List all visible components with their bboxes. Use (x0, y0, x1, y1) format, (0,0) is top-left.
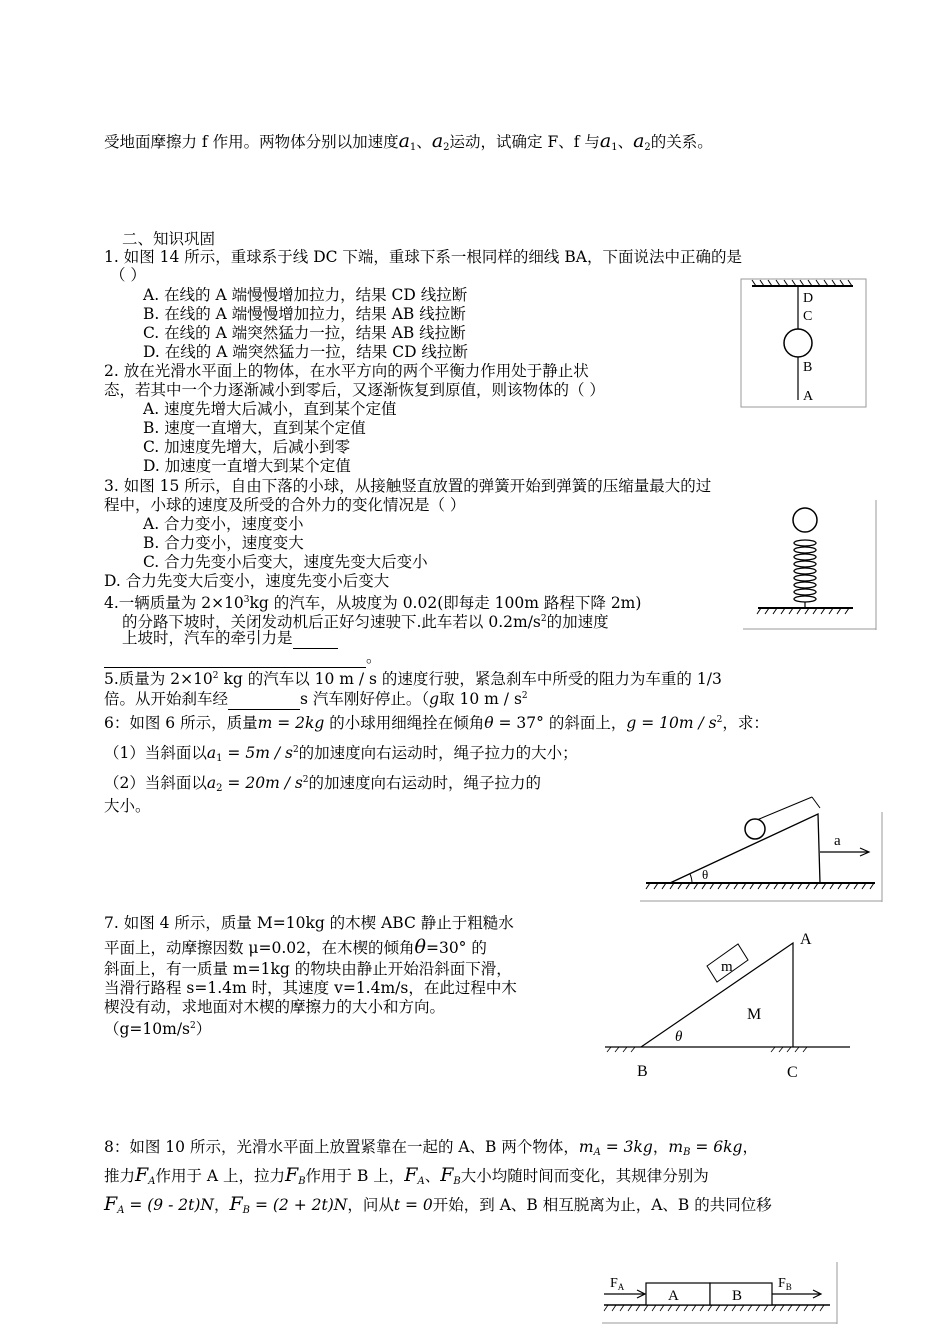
var-theta: θ (484, 714, 494, 732)
q8-text: 作用于 A 上，拉力 (155, 1167, 285, 1185)
label-b: B (803, 360, 813, 375)
q7-line2 (104, 938, 487, 958)
q6-part1 (104, 741, 578, 768)
label-b: B (732, 1288, 743, 1304)
superscript: 2 (190, 1021, 196, 1031)
q4-line3 (122, 629, 338, 649)
label-a: A (668, 1288, 679, 1304)
label-c: C (803, 309, 813, 324)
var-f: F (404, 1164, 418, 1186)
q6-text: 的加速度向右运动时，绳子拉力的 (308, 774, 542, 792)
answer-blank[interactable] (104, 648, 366, 668)
q6-accel1: = 5m / s (222, 744, 293, 762)
var-a1: a (398, 130, 410, 152)
var-g: g (626, 714, 637, 732)
var-a2: a (633, 130, 645, 152)
q2-option-d: D. 加速度一直增大到某个定值 (143, 457, 351, 475)
var-g: g (429, 690, 440, 708)
answer-blank[interactable] (228, 690, 300, 710)
q5-text: 取 10 m / s (439, 690, 522, 708)
q8-text: 大小均随时间而变化，其规律分别为 (460, 1167, 709, 1185)
q7-text: =30° 的 (425, 939, 487, 957)
q6-line1 (104, 711, 769, 733)
label-a: A (803, 389, 814, 404)
q5-text: 5.质量为 2×10 (104, 670, 213, 688)
var-t: t (393, 1196, 401, 1214)
q3-stem-line2: 程中，小球的速度及所受的合外力的变化情况是（ ） (104, 496, 466, 514)
subscript: A (417, 1176, 425, 1187)
q8-text: 8：如图 10 所示，光滑水平面上放置紧靠在一起的 A、B 两个物体， (104, 1138, 579, 1156)
q7-text: 平面上，动摩擦因数 μ=0.02，在木楔的倾角 (104, 939, 415, 957)
var-f: F (229, 1193, 243, 1215)
q6-gravity: = 10m / s (636, 714, 717, 732)
incline (670, 814, 820, 883)
q3-option-c: C. 合力先变小后变大，速度先变大后变小 (143, 553, 428, 571)
q6-text: 6：如图 6 所示，质量 (104, 714, 258, 732)
q7-text: ） (195, 1020, 212, 1038)
force-a-label: $F_A$ (610, 1276, 625, 1292)
force-b-label: $F_B$ (778, 1276, 792, 1292)
subscript: B (683, 1147, 691, 1158)
superscript: 2 (212, 671, 219, 681)
q3-option-d: D. 合力先变大后变小，速度先变小后变大 (104, 572, 390, 590)
var-a: a (206, 744, 217, 762)
subscript: 1 (611, 142, 618, 153)
q6-part2 (104, 771, 541, 798)
q6-text: （1）当斜面以 (104, 744, 207, 762)
subscript: 2 (644, 142, 651, 153)
accel-label: a (834, 833, 841, 849)
force-a-eq: = (9 - 2t)N (124, 1196, 214, 1214)
superscript: 2 (521, 691, 528, 701)
superscript: 2 (302, 775, 309, 785)
label-d: D (803, 291, 814, 306)
q5-text: kg 的汽车以 10 m / s 的速度行驶，紧急刹车中所受的阻力为车重的 1/3 (218, 670, 722, 688)
q1-stem-line1: 1. 如图 14 所示，重球系于线 DC 下端，重球下系一根同样的细线 BA，下面说法中正确的是 (104, 248, 742, 266)
q8-blocks-figure (598, 1262, 843, 1332)
q7-text: （g=10m/s (104, 1020, 191, 1038)
var-a: a (206, 774, 217, 792)
intro-line (104, 132, 713, 157)
subscript: A (117, 1205, 125, 1216)
separator: 、 (617, 133, 634, 151)
label-c: C (787, 1064, 798, 1081)
intro-text: 受地面摩擦力 f 作用。两物体分别以加速度 (104, 133, 399, 151)
q1-option-b: B. 在线的 A 端慢慢增加拉力，结果 AB 线拉断 (143, 305, 466, 323)
q7-line3: 斜面上，有一质量 m=1kg 的物块由静止开始沿斜面下滑， (104, 960, 512, 978)
superscript: 2 (540, 614, 547, 624)
ball (745, 819, 765, 839)
q6-text: 的小球用细绳拴在倾角 (324, 714, 485, 732)
var-m: m (578, 1138, 594, 1156)
q7-line6 (104, 1017, 211, 1039)
q4-text: 4.一辆质量为 2×10 (104, 594, 244, 612)
theta-label: θ (675, 1029, 683, 1045)
spring (794, 540, 816, 602)
q4-text: 的分路下坡时，关闭发动机后正好匀速驶下.此车若以 0.2m/s (122, 613, 541, 631)
q6-incline-figure (640, 812, 885, 902)
q8-text: ，问从 (347, 1196, 394, 1214)
var-a1: a (599, 130, 612, 152)
q7-line4: 当滑行路程 s=1.4m 时，其速度 v=1.4m/s，在此过程中木 (104, 979, 517, 997)
q6-angle: = 37° (493, 714, 544, 732)
var-a2: a (431, 130, 444, 152)
q5-text: s 汽车刚好停止。（ (300, 690, 430, 708)
superscript: 2 (292, 745, 299, 755)
q8-text: 推力 (104, 1167, 136, 1185)
q6-text: 的加速度向右运动时，绳子拉力的大小； (298, 744, 578, 762)
q1-figure (740, 278, 870, 408)
q1-option-c: C. 在线的 A 端突然猛力一拉，结果 AB 线拉断 (143, 324, 466, 342)
subscript: 2 (443, 142, 450, 153)
separator: 、 (424, 1167, 441, 1185)
mass-b: = 6kg (690, 1138, 743, 1156)
q7-line5: 楔没有动，求地面对木楔的摩擦力的大小和方向。 (104, 998, 446, 1016)
section-title: 二、知识巩固 (122, 230, 216, 248)
q7-line1: 7. 如图 4 所示，质量 M=10kg 的木楔 ABC 静止于粗糙水 (104, 914, 514, 932)
q4-text: kg 的汽车，从坡度为 0.02(即每走 100m 路程下降 2m) (249, 594, 642, 612)
q3-spring-figure (743, 500, 878, 630)
q4-line4 (104, 648, 382, 668)
separator: ， (652, 1138, 669, 1156)
subscript: 1 (216, 753, 223, 764)
theta-label: θ (702, 867, 709, 882)
q8-line1 (104, 1138, 758, 1162)
q4-text: 上坡时，汽车的牵引力是 (122, 629, 293, 647)
q2-stem-line2: 态，若其中一个力逐渐减小到零后，又逐渐恢复到原值，则该物体的（ ） (104, 381, 605, 399)
var-f: F (135, 1164, 149, 1186)
label-big-m: M (747, 1006, 762, 1023)
q8-text: 开始，到 A、B 相互脱离为止，A、B 的共同位移 (432, 1196, 772, 1214)
q1-option-a: A. 在线的 A 端慢慢增加拉力，结果 CD 线拉断 (143, 286, 468, 304)
superscript: 2 (716, 715, 723, 725)
separator: ， (213, 1196, 230, 1214)
var-m: m (257, 714, 273, 732)
q2-option-a: A. 速度先增大后减小，直到某个定值 (143, 400, 397, 418)
force-b-eq: = (2 + 2t)N (250, 1196, 348, 1214)
subscript: B (298, 1176, 306, 1187)
superscript: 3 (243, 595, 250, 605)
q6-accel2: = 20m / s (222, 774, 303, 792)
q2-stem-line1: 2. 放在光滑水平面上的物体，在水平方向的两个平衡力作用处于静止状 (104, 362, 589, 380)
mass-a: = 3kg (600, 1138, 653, 1156)
intro-text: 的关系。 (650, 133, 713, 151)
q5-text: 倍。从开始刹车经 (104, 690, 229, 708)
var-theta: θ (414, 936, 426, 958)
q4-text: 。 (366, 648, 382, 666)
q5-line1 (104, 667, 722, 689)
separator: 、 (416, 133, 432, 151)
q8-text: ， (742, 1138, 758, 1156)
q3-stem-line1: 3. 如图 15 所示，自由下落的小球，从接触竖直放置的弹簧开始到弹簧的压缩量最大的过 (104, 477, 712, 495)
subscript: B (242, 1205, 251, 1216)
subscript: 2 (216, 783, 223, 794)
q1-stem-line2: （ ） (110, 266, 146, 284)
var-f: F (104, 1193, 118, 1215)
q8-line2 (104, 1166, 709, 1191)
label-m: m (721, 959, 733, 975)
q6-part2-end: 大小。 (104, 797, 151, 815)
q5-line2 (104, 687, 528, 710)
q1-option-d: D. 在线的 A 端突然猛力一拉，结果 CD 线拉断 (143, 343, 468, 361)
t-zero: = 0 (400, 1196, 433, 1214)
answer-blank[interactable] (293, 629, 338, 649)
q8-line3 (104, 1195, 772, 1220)
subscript: B (453, 1176, 461, 1187)
q3-option-a: A. 合力变小，速度变小 (143, 515, 304, 533)
q6-text: （2）当斜面以 (104, 774, 207, 792)
q8-text: 作用于 B 上， (305, 1167, 405, 1185)
label-b: B (637, 1063, 648, 1080)
subscript: 1 (409, 142, 417, 153)
var-m: m (668, 1138, 684, 1156)
q2-option-c: C. 加速度先增大，后减小到零 (143, 438, 351, 456)
q7-wedge-figure (605, 925, 855, 1085)
subscript: A (148, 1176, 156, 1187)
subscript: A (593, 1147, 601, 1158)
q3-option-b: B. 合力变小，速度变大 (143, 534, 304, 552)
q4-text: 的加速度 (546, 613, 609, 631)
q6-text: ，求： (722, 714, 769, 732)
q2-option-b: B. 速度一直增大，直到某个定值 (143, 419, 366, 437)
var-f: F (285, 1164, 299, 1186)
intro-text: 运动，试确定 F、f 与 (449, 133, 600, 151)
label-a: A (800, 931, 812, 948)
var-f: F (440, 1164, 454, 1186)
q6-mass: = 2kg (272, 714, 325, 732)
ball (793, 508, 817, 532)
heavy-ball (784, 329, 812, 357)
q6-text: 的斜面上， (543, 714, 627, 732)
